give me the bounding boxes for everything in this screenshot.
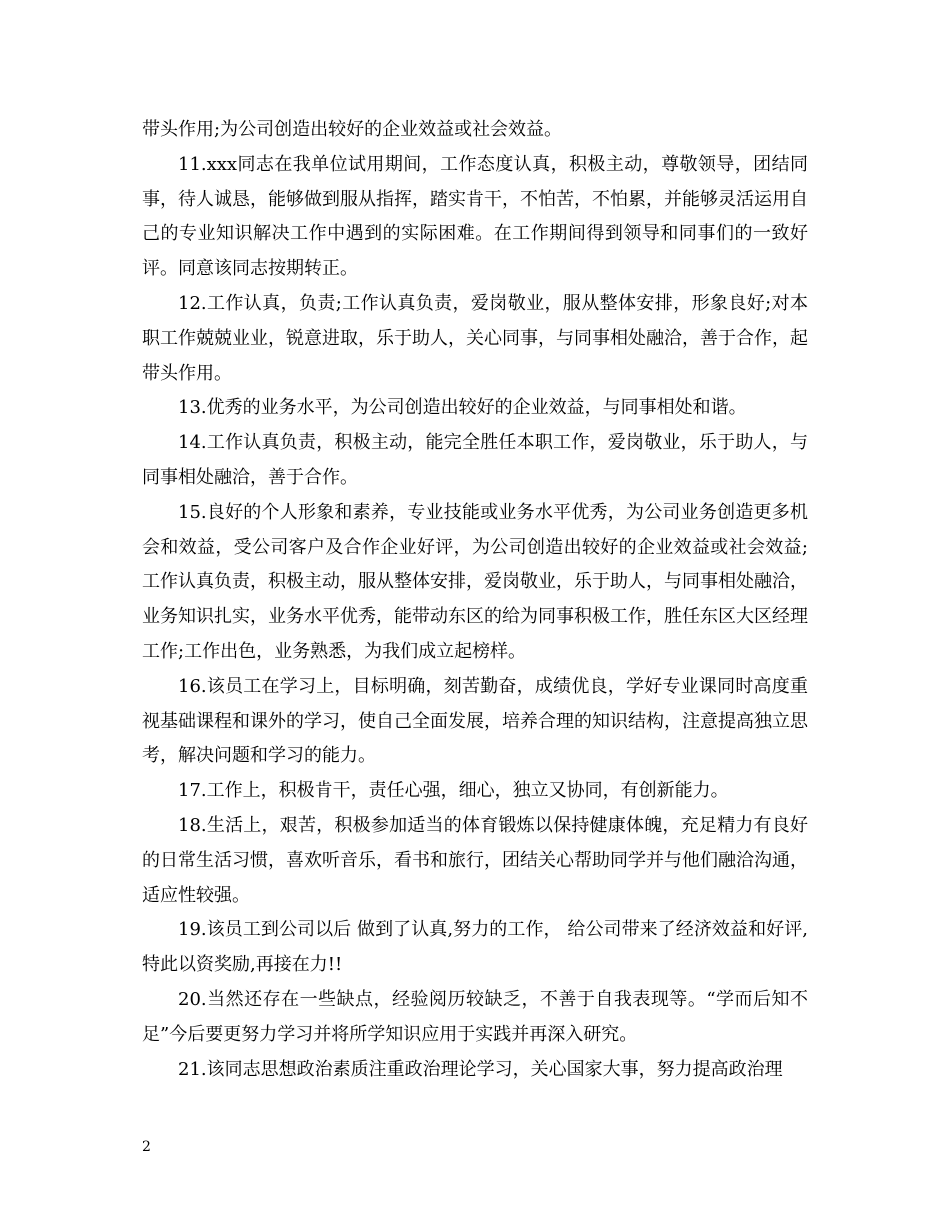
paragraph-11: 20.当然还存在一些缺点，经验阅历较缺乏，不善于自我表现等。“学而后知不足”今后要更努力学习并将所学知识应用于实践并再深入研究。 — [142, 988, 808, 1045]
paragraph-12: 21.该同志思想政治素质注重政治理论学习，关心国家大事，努力提高政治理 — [178, 1058, 783, 1080]
paragraph-7: 16.该员工在学习上，目标明确，刻苦勤奋，成绩优良，学好专业课同时高度重视基础课程和课外的学习，使自己全面发展，培养合理的知识结构，注意提高独立思考，解决问题和学习的能力。 — [142, 675, 808, 767]
paragraph-4: 13.优秀的业务水平，为公司创造出较好的企业效益，与同事相处和谐。 — [178, 397, 747, 419]
paragraph-6: 15.良好的个人形象和素养，专业技能或业务水平优秀，为公司业务创造更多机会和效益，受公司客户及合作企业好评，为公司创造出较好的企业效益或社会效益;工作认真负责，积极主动，服从整体安排，爱岗敬业，乐于助人，与同事相处融洽，业务知识扎实，业务水平优秀，能带动东区的给为同事积极工作，胜任东区大区经理工作;工作出色，业务熟悉，为我们成立起榜样。 — [142, 501, 808, 662]
document-body — [142, 113, 808, 1087]
paragraph-8: 17.工作上，积极肯干，责任心强，细心，独立又协同，有创新能力。 — [178, 780, 729, 802]
page-number: 2 — [142, 1139, 151, 1155]
paragraph-5: 14.工作认真负责，积极主动，能完全胜任本职工作，爱岗敬业，乐于助人，与同事相处融洽，善于合作。 — [142, 432, 808, 488]
paragraph-10: 19.该员工到公司以后 做到了认真,努力的工作， 给公司带来了经济效益和好评,特此以资奖励,再接在力!! — [142, 919, 808, 976]
paragraph-9: 18.生活上，艰苦，积极参加适当的体育锻炼以保持健康体魄，充足精力有良好的日常生活习惯，喜欢听音乐，看书和旅行，团结关心帮助同学并与他们融洽沟通，适应性较强。 — [142, 814, 808, 906]
paragraph-1: 带头作用;为公司创造出较好的企业效益或社会效益。 — [142, 119, 563, 140]
paragraph-3: 12.工作认真，负责;工作认真负责，爱岗敬业，服从整体安排，形象良好;对本职工作兢兢业业，锐意进取，乐于助人，关心同事，与同事相处融洽，善于合作，起带头作用。 — [142, 292, 808, 384]
paragraph-2: 11.xxx同志在我单位试用期间，工作态度认真，积极主动，尊敬领导，团结同事，待人诚恳，能够做到服从指挥，踏实肯干，不怕苦，不怕累，并能够灵活运用自己的专业知识解决工作中遇到的实际困难。在工作期间得到领导和同事们的一致好评。同意该同志按期转正。 — [142, 153, 808, 280]
